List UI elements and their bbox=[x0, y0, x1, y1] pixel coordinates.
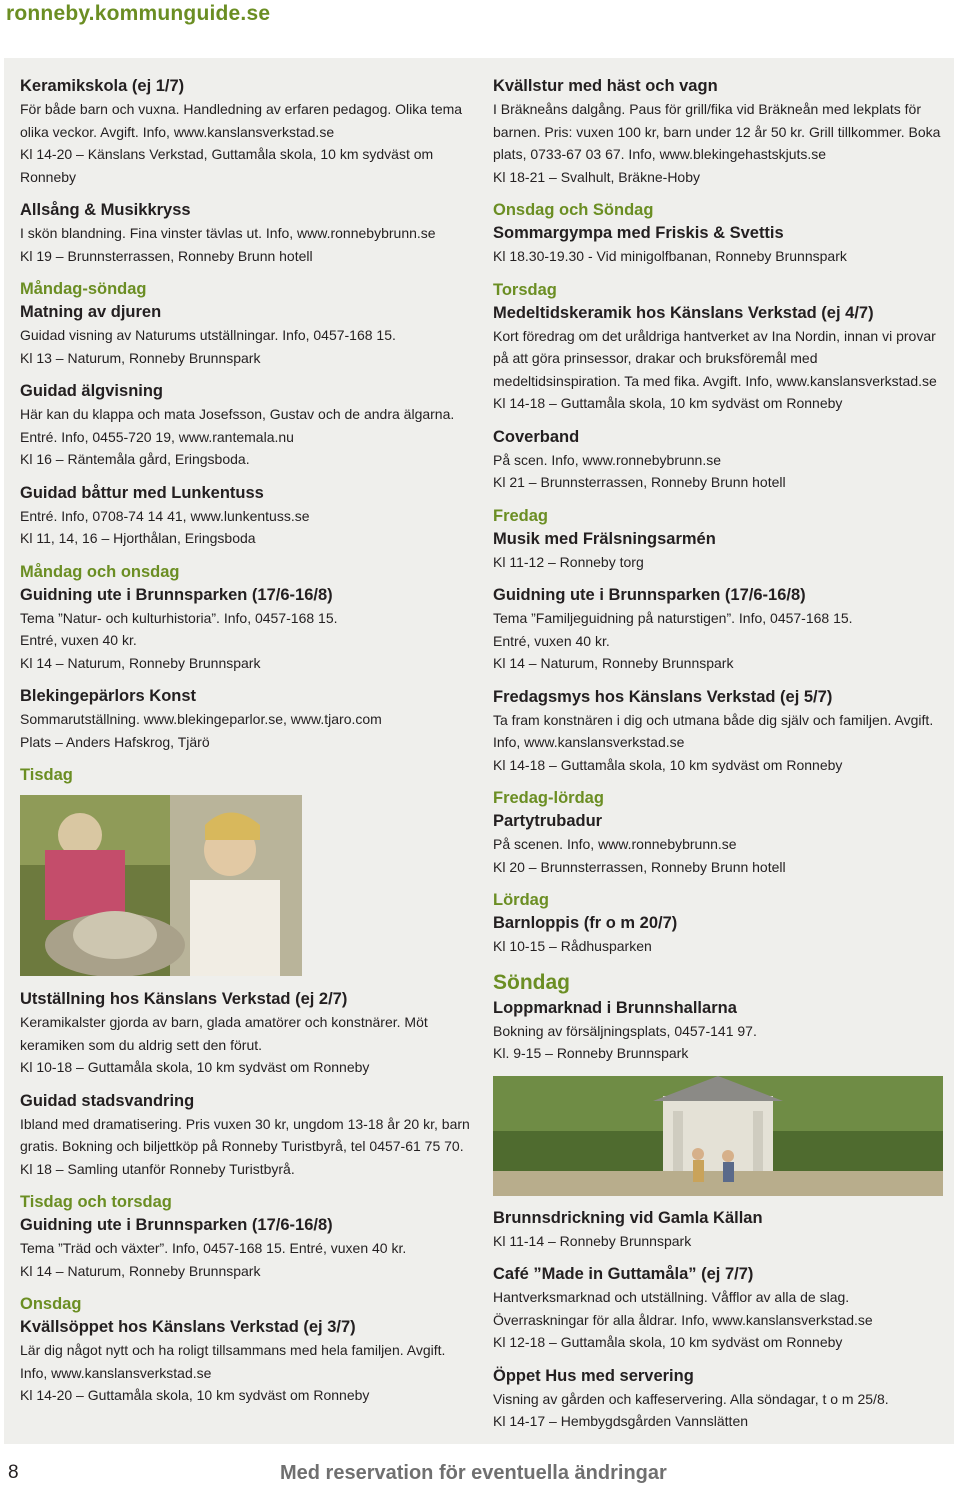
event-item bbox=[493, 1207, 943, 1253]
event-detail: Kl 14 – Naturum, Ronneby Brunnspark bbox=[20, 1262, 261, 1279]
event-detail: På scenen. Info, www.ronnebybrunn.se bbox=[493, 836, 737, 852]
event-item bbox=[493, 75, 943, 188]
event-day: Måndag-söndag bbox=[20, 280, 147, 298]
event-title: Partytrubadur bbox=[493, 812, 603, 830]
event-detail: Tema ”Träd och växter”. Info, 0457-168 15. Entré, vuxen 40 kr. bbox=[20, 1240, 407, 1256]
event-day: Tisdag bbox=[20, 766, 73, 784]
event-day: Måndag och onsdag bbox=[20, 562, 180, 581]
event-detail: Kl. 9-15 – Ronneby Brunnspark bbox=[493, 1045, 689, 1061]
event-day: Fredag bbox=[493, 506, 549, 525]
event-day: Onsdag bbox=[20, 1295, 82, 1313]
event-detail: Kl 18 – Samling utanför Ronneby Turistbyrå. bbox=[20, 1160, 295, 1177]
event-day: Lördag bbox=[493, 891, 549, 909]
event-title: Guidning ute i Brunnsparken (17/6-16/8) bbox=[493, 586, 806, 604]
event-day: Onsdag och Söndag bbox=[493, 201, 654, 219]
event-detail: Entré. Info, 0455-720 19, www.rantemala.nu bbox=[20, 428, 294, 445]
event-detail: Kl 14-20 – Guttamåla skola, 10 km sydväst om Ronneby bbox=[20, 1387, 370, 1403]
event-item bbox=[493, 1263, 943, 1354]
event-title: Guidad stadsvandring bbox=[20, 1091, 195, 1110]
event-title: Guidning ute i Brunnsparken (17/6-16/8) bbox=[20, 1216, 333, 1234]
event-detail: Kl 10-18 – Guttamåla skola, 10 km sydväst om Ronneby bbox=[20, 1059, 370, 1075]
event-item bbox=[20, 75, 470, 188]
event-title: Café ”Made in Guttamåla” (ej 7/7) bbox=[493, 1265, 754, 1283]
event-detail: Kl 12-18 – Guttamåla skola, 10 km sydväst om Ronneby bbox=[493, 1334, 843, 1350]
event-item bbox=[20, 1191, 470, 1282]
pavilion-photo bbox=[493, 1076, 943, 1196]
page-number: 8 bbox=[8, 1462, 19, 1483]
event-item bbox=[20, 988, 470, 1079]
event-item bbox=[20, 278, 470, 369]
event-detail: Kl 19 – Brunnsterrassen, Ronneby Brunn hotell bbox=[20, 247, 313, 264]
event-title: Fredagsmys hos Känslans Verkstad (ej 5/7) bbox=[493, 687, 833, 706]
event-detail: Lär dig något nytt och ha roligt tillsammans med hela familjen. Avgift. Info, www.kanslansverkstad.se bbox=[20, 1342, 446, 1381]
event-item bbox=[20, 1293, 470, 1407]
event-item bbox=[493, 787, 943, 878]
event-title: Sommargympa med Friskis & Svettis bbox=[493, 224, 784, 242]
event-title: Coverband bbox=[493, 427, 580, 446]
site-header[interactable]: ronneby.kommunguide.se bbox=[6, 2, 271, 25]
event-item bbox=[20, 764, 470, 976]
event-title: Öppet Hus med servering bbox=[493, 1366, 694, 1385]
event-title: Keramikskola (ej 1/7) bbox=[20, 77, 185, 95]
event-detail: Visning av gården och kaffeservering. Alla söndagar, t o m 25/8. bbox=[493, 1390, 889, 1407]
event-item bbox=[493, 1365, 943, 1433]
event-day: Tisdag och torsdag bbox=[20, 1193, 172, 1211]
event-detail: Kl 14-18 – Guttamåla skola, 10 km sydväst om Ronneby bbox=[493, 756, 843, 773]
left-column bbox=[20, 75, 470, 1418]
event-title: Musik med Frälsningsarmén bbox=[493, 529, 716, 548]
event-title: Utställning hos Känslans Verkstad (ej 2/7) bbox=[20, 990, 348, 1008]
event-detail: Kl 11, 14, 16 – Hjorthålan, Eringsboda bbox=[20, 530, 256, 546]
event-title: Blekingepärlors Konst bbox=[20, 687, 197, 705]
event-title: Brunnsdrickning vid Gamla Källan bbox=[493, 1208, 763, 1227]
event-item bbox=[20, 1090, 470, 1181]
event-title: Medeltidskeramik hos Känslans Verkstad (ej 4/7) bbox=[493, 303, 874, 322]
event-title: Barnloppis (fr o m 20/7) bbox=[493, 914, 678, 932]
event-detail: Kl 11-12 – Ronneby torg bbox=[493, 553, 644, 570]
event-title: Guidning ute i Brunnsparken (17/6-16/8) bbox=[20, 585, 333, 604]
event-detail: Ta fram konstnären i dig och utmana både dig själv och familjen. Avgift. Info, www.kanslansverkstad.se bbox=[493, 711, 934, 750]
event-detail: Bokning av försäljningsplats, 0457-141 97. bbox=[493, 1022, 757, 1039]
event-title: Guidad båttur med Lunkentuss bbox=[20, 483, 264, 502]
event-detail: Entré, vuxen 40 kr. bbox=[20, 632, 137, 648]
event-detail: Ibland med dramatisering. Pris vuxen 30 kr, ungdom 13-18 år 20 kr, barn gratis. Bokning och biljettköp på Ronneby Turistbyrå, tel 0457-61 75 70. bbox=[20, 1115, 470, 1154]
event-detail: Kl 13 – Naturum, Ronneby Brunnspark bbox=[20, 349, 261, 366]
event-detail: Tema ”Familjeguidning på naturstigen”. Info, 0457-168 15. bbox=[493, 610, 853, 626]
event-item bbox=[20, 482, 470, 550]
event-item bbox=[20, 685, 470, 753]
right-column bbox=[493, 75, 943, 1444]
event-title: Allsång & Musikkryss bbox=[20, 201, 191, 219]
event-detail: Kl 18-21 – Svalhult, Bräkne-Hoby bbox=[493, 168, 700, 185]
event-title: Matning av djuren bbox=[20, 303, 162, 321]
event-item bbox=[20, 199, 470, 267]
event-detail: Entré, vuxen 40 kr. bbox=[493, 632, 610, 649]
event-detail: Keramikalster gjorda av barn, glada amatörer och konstnärer. Möt keramiken som du aldrig sett den förut. bbox=[20, 1014, 428, 1053]
event-detail: Kl 10-15 – Rådhusparken bbox=[493, 938, 652, 954]
event-item bbox=[493, 686, 943, 777]
event-detail: Hantverksmarknad och utställning. Våfflor av alla de slag. Överraskningar för alla åldrar. Info, www.kanslansverkstad.se bbox=[493, 1289, 873, 1328]
event-item bbox=[493, 505, 943, 574]
event-detail: Kl 18.30-19.30 - Vid minigolfbanan, Ronneby Brunnspark bbox=[493, 248, 847, 264]
ceramics-photo bbox=[20, 795, 470, 976]
footer-note: Med reservation för eventuella ändringar bbox=[280, 1462, 667, 1484]
event-detail: Kl 14 – Naturum, Ronneby Brunnspark bbox=[493, 655, 734, 671]
event-item bbox=[493, 426, 943, 494]
event-detail: Entré. Info, 0708-74 14 41, www.lunkentuss.se bbox=[20, 507, 310, 524]
event-detail: Plats – Anders Hafskrog, Tjärö bbox=[20, 733, 210, 750]
event-detail: Kl 11-14 – Ronneby Brunnspark bbox=[493, 1232, 692, 1249]
event-detail: För både barn och vuxna. Handledning av erfaren pedagog. Olika tema olika veckor. Avgift. Info, www.kanslansverkstad.se bbox=[20, 101, 463, 140]
event-detail: Kl 14-17 – Hembygdsgården Vannslätten bbox=[493, 1413, 749, 1429]
event-item bbox=[493, 889, 943, 958]
event-detail: Kl 14 – Naturum, Ronneby Brunnspark bbox=[20, 654, 261, 671]
event-detail: Kort föredrag om det uråldriga hantverket av Ina Nordin, innan vi provar på att göra prinsessor, drakar och bruksföremål med medeltidsinspiration. Ta med fika. Avgift. Info, www.kanslansverkstad.se bbox=[493, 327, 937, 389]
event-item bbox=[493, 969, 943, 1065]
event-item bbox=[493, 279, 943, 415]
event-detail: På scen. Info, www.ronnebybrunn.se bbox=[493, 451, 722, 468]
event-detail: Kl 14-20 – Känslans Verkstad, Guttamåla skola, 10 km sydväst om Ronneby bbox=[20, 146, 434, 185]
event-detail: Här kan du klappa och mata Josefsson, Gustav och de andra älgarna. bbox=[20, 406, 455, 422]
event-title: Guidad älgvisning bbox=[20, 382, 164, 400]
event-detail: Guidad visning av Naturums utställningar. Info, 0457-168 15. bbox=[20, 327, 396, 343]
event-item bbox=[493, 199, 943, 268]
event-day: Torsdag bbox=[493, 280, 557, 299]
event-detail: Sommarutställning. www.blekingeparlor.se, www.tjaro.com bbox=[20, 711, 382, 727]
event-title: Loppmarknad i Brunnshallarna bbox=[493, 998, 737, 1017]
event-title: Kvällstur med häst och vagn bbox=[493, 77, 718, 95]
event-item bbox=[20, 561, 470, 675]
event-detail: Tema ”Natur- och kulturhistoria”. Info, 0457-168 15. bbox=[20, 609, 338, 626]
event-detail: Kl 14-18 – Guttamåla skola, 10 km sydväst om Ronneby bbox=[493, 395, 843, 411]
event-detail: Kl 16 – Räntemåla gård, Eringsboda. bbox=[20, 451, 250, 467]
event-day: Söndag bbox=[493, 970, 570, 994]
event-title: Kvällsöppet hos Känslans Verkstad (ej 3/7) bbox=[20, 1318, 356, 1336]
event-detail: Kl 21 – Brunnsterrassen, Ronneby Brunn hotell bbox=[493, 474, 786, 490]
event-detail: I Bräkneåns dalgång. Paus för grill/fika vid Bräkneån med lekplats för barnen. Pris: vuxen 100 kr, barn under 12 år 50 kr. Grill tillkommer. Boka plats, 0733-67 03 67. Info, www.blekingehastskjuts.se bbox=[493, 101, 941, 162]
event-day: Fredag-lördag bbox=[493, 789, 604, 807]
event-detail: Kl 20 – Brunnsterrassen, Ronneby Brunn hotell bbox=[493, 858, 786, 875]
event-item bbox=[493, 584, 943, 675]
event-item bbox=[20, 380, 470, 471]
event-detail: I skön blandning. Fina vinster tävlas ut. Info, www.ronnebybrunn.se bbox=[20, 225, 436, 241]
event-item bbox=[493, 1076, 943, 1196]
